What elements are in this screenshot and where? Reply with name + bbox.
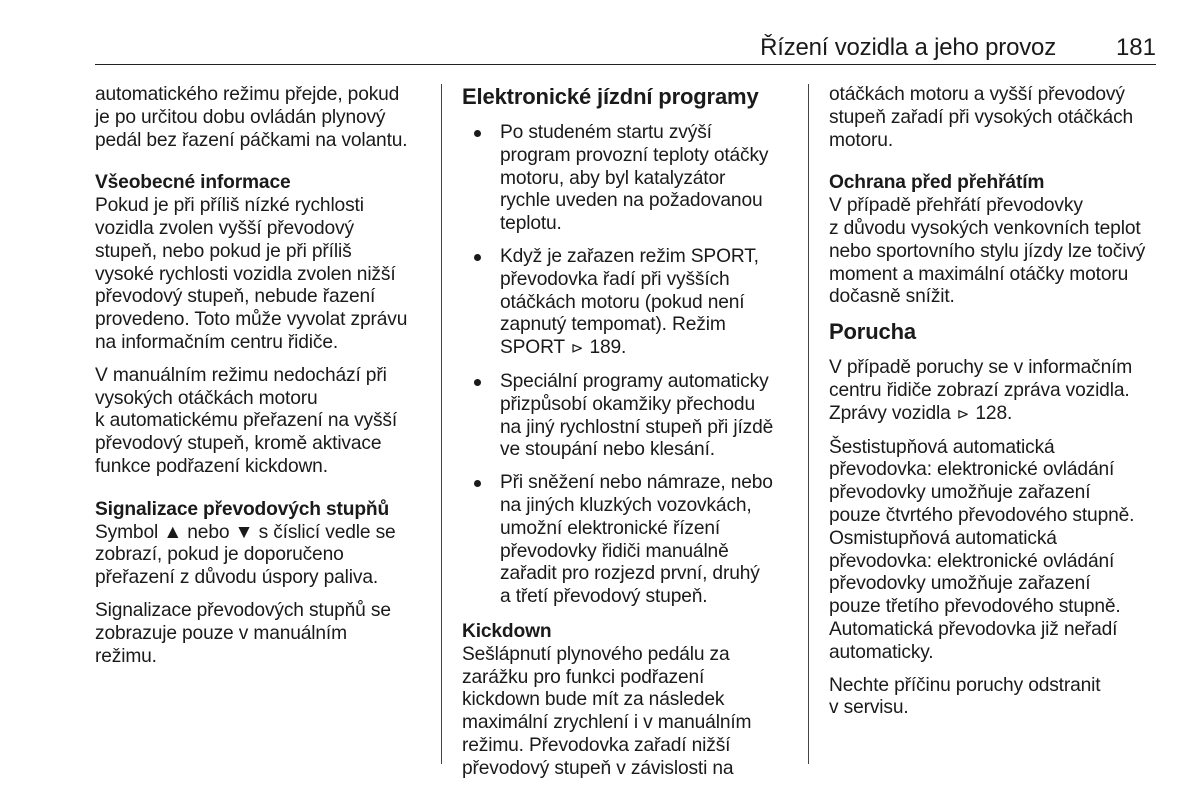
fault-heading: Porucha	[829, 319, 916, 345]
gear-signal-paragraph: Symbol ▲ nebo ▼ s číslicí vedle se zobrazí, pokud je doporučeno přeřazení z důvodu úspory paliva.	[95, 521, 396, 589]
page-reference-icon: ⊳	[956, 405, 970, 423]
fault-paragraph: V případě poruchy se v informačním centru řidiče zobrazí zpráva vozidla. Zprávy vozidla ⊳ 128.	[829, 357, 1164, 426]
page-header	[95, 30, 1156, 65]
column-divider	[441, 84, 442, 764]
electronic-programs-heading: Elektronické jízdní programy	[462, 84, 759, 109]
column-left	[95, 84, 430, 678]
column-right	[829, 84, 1164, 730]
kickdown-paragraph: Sešlápnutí plynového pedálu za zarážku pro funkci podřazení kickdown bude mít za následek maximální zrychlení i v manuálním režimu. Převodovka zařadí nižší převodový stupeň v závislosti na	[462, 643, 752, 779]
overheat-paragraph: V případě přehřátí převodovky z důvodu vysokých venkovních teplot nebo sportovního stylu jízdy lze točivý moment a maximální otáčky motoru dočasně snížit.	[829, 195, 1146, 308]
gear-signal-heading: Signalizace převodových stupňů	[95, 498, 390, 520]
overheat-heading: Ochrana před přehřátím	[829, 172, 1045, 194]
list-item: Speciální programy automaticky přizpůsobí okamžiky přechodu na jiný rychlostní stupeň při jízdě ve stoupání nebo klesání.	[462, 371, 797, 462]
general-info-paragraph: Pokud je při příliš nízké rychlosti vozidla zvolen vyšší převodový stupeň, nebo pokud je při příliš vysoké rychlosti vozidla zvolen nižší převodový stupeň, nebude řazení provedeno. Toto může vyvolat zprávu na informačním centru řidiče.	[95, 195, 408, 353]
program-list	[462, 122, 797, 609]
intro-paragraph: automatického režimu přejde, pokud je po určitou dobu ovládán plynový pedál bez řazení páčkami na volantu.	[95, 84, 408, 151]
kickdown-continued-paragraph: otáčkách motoru a vyšší převodový stupeň zařadí při vysokých otáčkách motoru.	[829, 84, 1134, 151]
sport-page-reference[interactable]: SPORT ⊳ 189.	[500, 337, 627, 359]
manual-mode-paragraph: V manuálním režimu nedochází při vysokých otáčkách motoru k automatickému přeřazení na vyšší převodový stupeň, kromě aktivace funkce podřazení kickdown.	[95, 364, 398, 477]
kickdown-heading: Kickdown	[462, 620, 552, 642]
list-item: Po studeném startu zvýší program provozní teploty otáčky motoru, aby byl katalyzátor rychle uveden na požadovanou teplotu.	[462, 122, 797, 236]
gear-signal-manual-paragraph: Signalizace převodových stupňů se zobrazuje pouze v manuálním režimu.	[95, 599, 391, 667]
column-middle	[462, 84, 797, 791]
list-item: Při sněžení nebo námraze, nebo na jiných kluzkých vozovkách, umožní elektronické řízení převodovky řidiči manuálně zařadit pro rozjezd první, druhý a třetí převodový stupeň.	[462, 472, 797, 609]
list-item: Když je zařazen režim SPORT, převodovka řadí při vyšších otáčkách motoru (pokud není zapnutý tempomat). Režim SPORT ⊳ 189.	[462, 246, 797, 361]
service-paragraph: Nechte příčinu poruchy odstranit v servisu.	[829, 674, 1101, 719]
general-info-heading: Všeobecné informace	[95, 172, 291, 194]
chapter-title: Řízení vozidla a jeho provoz	[760, 34, 1056, 61]
column-divider	[808, 84, 809, 764]
page-number: 181	[1115, 34, 1156, 61]
vehicle-messages-page-reference[interactable]: Zprávy vozidla ⊳ 128.	[829, 402, 1013, 424]
page-reference-icon: ⊳	[570, 340, 584, 358]
transmission-fault-paragraph: Šestistupňová automatická převodovka: elektronické ovládání převodovky umožňuje zařazení pouze čtvrtého převodového stupně. Osmistupňová automatická převodovka: elektronické ovládání převodovky umožňuje zařazení pouze třetího převodového stupně. Automatická převodovka již neřadí automaticky.	[829, 436, 1135, 663]
